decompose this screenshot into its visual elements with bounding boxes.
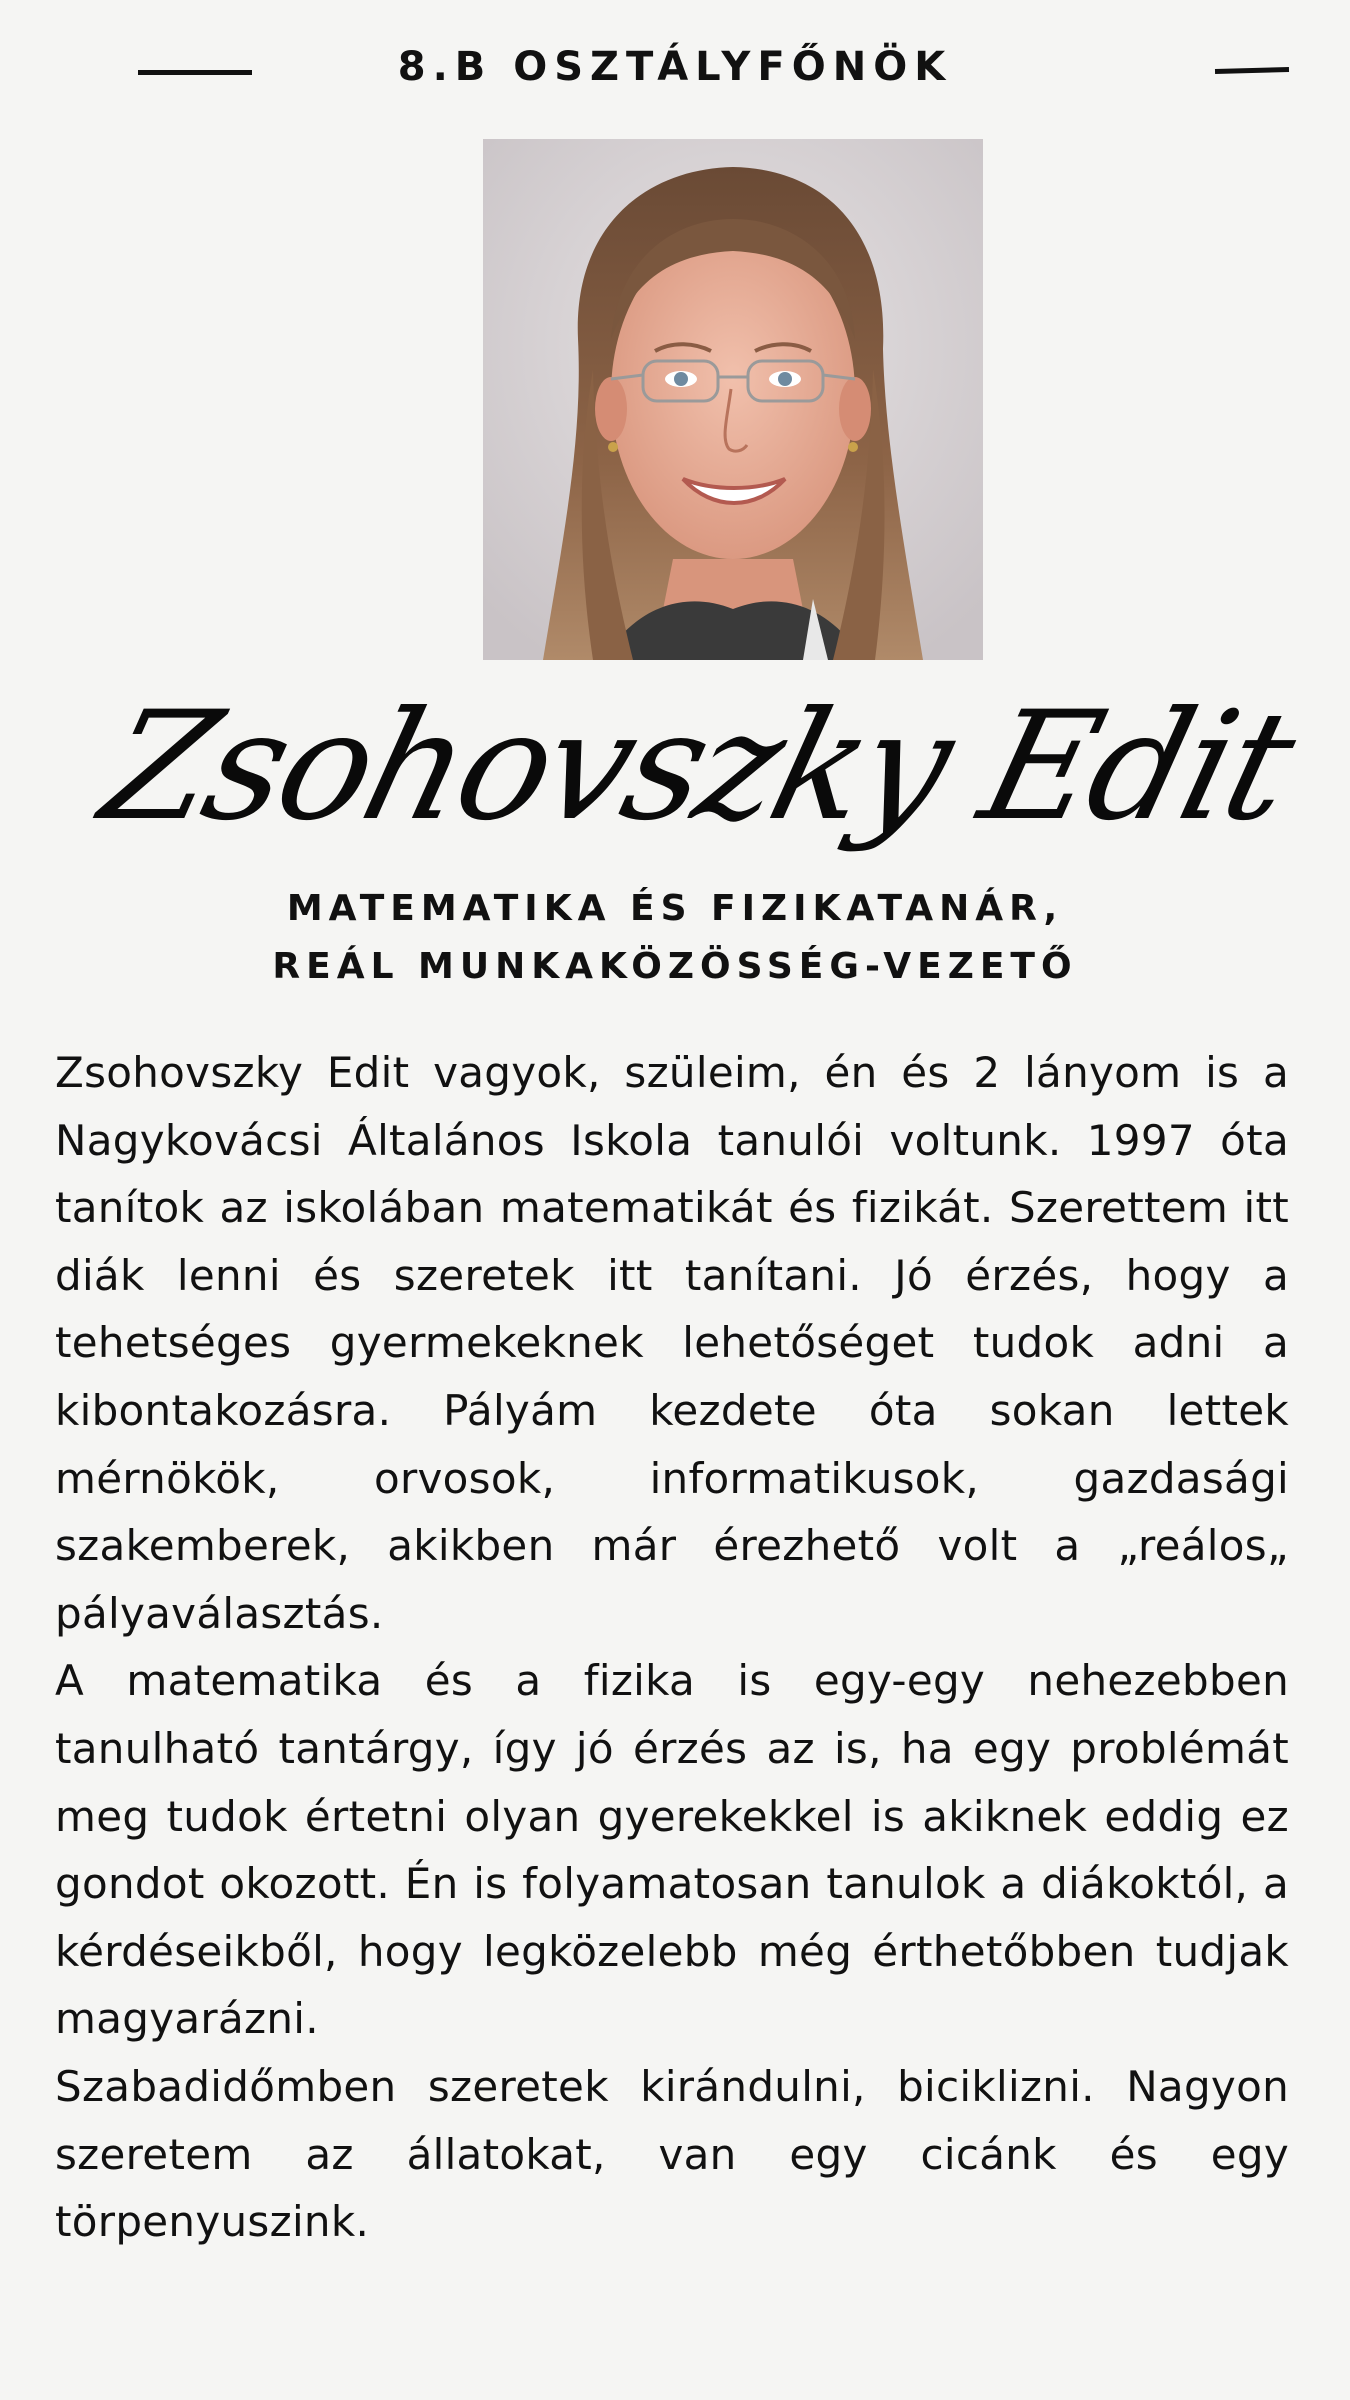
teacher-role — [0, 880, 1350, 996]
teacher-role-line-2: REÁL MUNKAKÖZÖSSÉG-VEZETŐ — [272, 946, 1078, 987]
bio-paragraph: Zsohovszky Edit vagyok, szüleim, én és 2 lányom is a Nagykovácsi Általános Iskola tanulói voltunk. 1997 óta tanítok az iskolában matematikát és fizikát. Szerettem itt diák lenni és szeretek itt tanítani. Jó érzés, hogy a tehetséges gyermekeknek lehetőséget tudok adni a kibontakozásra. Pályám kezdete óta sokan lettek mérnökök, orvosok, informatikusok, gazdasági szakemberek, akikben már érezhető volt a „reálos„ pályaválasztás. — [55, 1048, 1289, 1638]
teacher-name: Zsohovszky Edit — [87, 679, 1308, 854]
teacher-portrait-photo — [483, 139, 983, 660]
bio-paragraph: A matematika és a fizika is egy-egy nehezebben tanulható tantárgy, így jó érzés az is, ha egy problémát meg tudok értetni olyan gyerekekkel is akiknek eddig ez gondot okozott. Én is folyamatosan tanulok a diákoktól, a kérdéseikből, hogy legközelebb még érthetőbben tudjak magyarázni. — [55, 1656, 1289, 2044]
page-header — [0, 0, 1350, 150]
teacher-biography — [55, 1039, 1289, 2256]
bio-paragraph: Szabadidőmben szeretek kirándulni, biciklizni. Nagyon szeretem az állatokat, van egy cicánk és egy törpenyuszink. — [55, 2061, 1289, 2247]
teacher-name-signature — [0, 668, 1350, 878]
page-title: 8.B OSZTÁLYFŐNÖK — [397, 44, 953, 90]
portrait-icon — [483, 139, 983, 660]
teacher-role-line-1: MATEMATIKA ÉS FIZIKATANÁR, — [286, 888, 1064, 929]
